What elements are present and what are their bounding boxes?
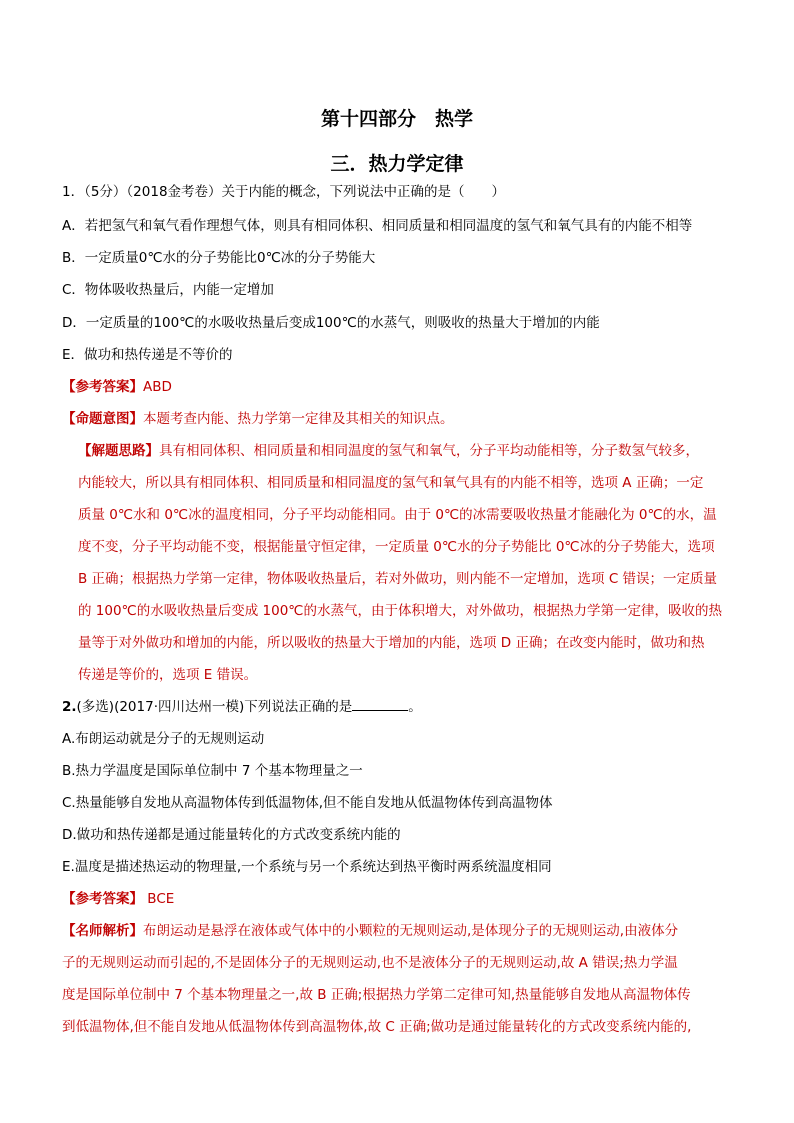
answer-blank [352,698,408,711]
q2-answer [62,887,174,907]
chapter-subtitle: 三．热力学定律 [330,153,464,175]
q1-analysis-line-5: B 正确；根据热力学第一定律，物体吸收热量后，若对外做功，则内能不一定增加，选项 C 错误；一定质量 [78,571,718,587]
q1-option-b: B．一定质量0℃水的分子势能比0℃冰的分子势能大 [62,250,376,266]
q2-stem-text: (多选)(2017·四川达州一模)下列说法正确的是 [76,699,353,715]
q2-stem [62,695,422,715]
answer-value: BCE [143,891,175,907]
q2-option-a: A.布朗运动就是分子的无规则运动 [62,731,265,747]
q2-option-c: C.热量能够自发地从高温物体传到低温物体,但不能自发地从低温物体传到高温物体 [62,795,553,811]
q1-option-d: D．一定质量的100℃的水吸收热量后变成100℃的水蒸气，则吸收的热量大于增加的内能 [62,315,600,331]
q1-analysis-line-6: 的 100℃的水吸收热量后变成 100℃的水蒸气，由于体积增大，对外做功，根据热力学第一定律，吸收的热 [78,603,722,619]
answer-tag: 【参考答案】 [62,891,143,907]
q1-option-e: E．做功和热传递是不等价的 [62,347,233,363]
q2-option-d: D.做功和热传递都是通过能量转化的方式改变系统内能的 [62,827,401,843]
q1-analysis-line-4: 度不变，分子平均动能不变，根据能量守恒定律，一定质量 0℃水的分子势能比 0℃冰的分子势能大，选项 [78,539,715,555]
q2-analysis-line-1 [62,919,678,939]
analysis-tag: 【解题思路】 [78,443,159,459]
q1-stem: 1．（5分）（2018金考卷）关于内能的概念，下列说法中正确的是（ ） [62,184,506,200]
q2-analysis-line-2: 子的无规则运动而引起的,不是固体分子的无规则运动,也不是液体分子的无规则运动,故 A 错误;热力学温 [62,955,678,971]
q1-intent [62,407,454,427]
answer-tag: 【参考答案】 [62,379,143,395]
intent-text: 本题考查内能、热力学第一定律及其相关的知识点。 [143,411,454,427]
q1-analysis-line-1 [78,439,699,459]
analysis-text: 布朗运动是悬浮在液体或气体中的小颗粒的无规则运动,是体现分子的无规则运动,由液体分 [143,923,679,939]
q2-number: 2. [62,699,77,715]
q2-option-b: B.热力学温度是国际单位制中 7 个基本物理量之一 [62,763,363,779]
q1-answer [62,375,172,395]
q1-analysis-line-3: 质量 0℃水和 0℃冰的温度相同，分子平均动能相同。由于 0℃的冰需要吸收热量才能融化为 0℃的水，温 [78,507,717,523]
q2-analysis-line-4: 到低温物体,但不能自发地从低温物体传到高温物体,故 C 正确;做功是通过能量转化的方式改变系统内能的, [62,1019,692,1035]
q1-option-c: C．物体吸收热量后，内能一定增加 [62,282,274,298]
q1-analysis-line-2: 内能较大，所以具有相同体积、相同质量和相同温度的氢气和氧气具有的内能不相等，选项 A 正确；一定 [78,475,704,491]
q2-analysis-line-3: 度是国际单位制中 7 个基本物理量之一,故 B 正确;根据热力学第二定律可知,热量能够自发地从高温物体传 [62,987,691,1003]
analysis-text: 具有相同体积、相同质量和相同温度的氢气和氧气，分子平均动能相等，分子数氢气较多， [159,443,699,459]
q2-option-e: E.温度是描述热运动的物理量,一个系统与另一个系统达到热平衡时两系统温度相同 [62,859,552,875]
q1-option-a: A．若把氢气和氧气看作理想气体，则具有相同体积、相同质量和相同温度的氢气和氧气具有的内能不相等 [62,218,693,234]
q2-stem-end: 。 [408,699,422,715]
section-title: 第十四部分 热学 [320,108,473,130]
intent-tag: 【命题意图】 [62,411,143,427]
analysis-tag: 【名师解析】 [62,923,143,939]
q1-analysis-line-8: 传递是等价的，选项 E 错误。 [78,667,258,683]
q1-analysis-line-7: 量等于对外做功和增加的内能，所以吸收的热量大于增加的内能，选项 D 正确；在改变内能时，做功和热 [78,635,705,651]
answer-value: ABD [143,379,172,395]
